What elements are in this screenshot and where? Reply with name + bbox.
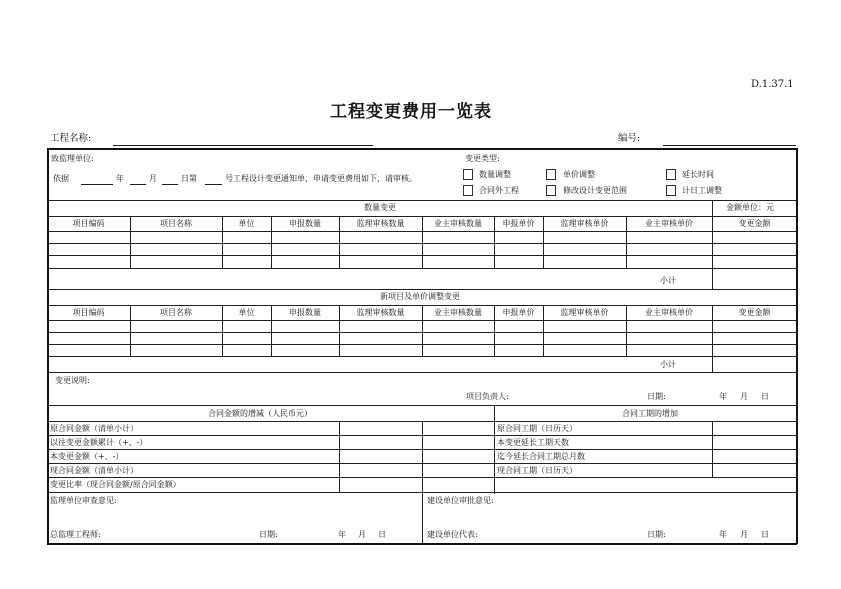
price-col-header-2: 单位 <box>238 308 255 317</box>
option-daywork-adjust: 计日工调整 <box>682 186 722 195</box>
checkbox-extend-time[interactable] <box>666 169 676 180</box>
amount-row-ratio: 变更比率（现合同金额/原合同金额） <box>50 480 181 489</box>
period-row-this-extension: 本变更延长工期天数 <box>497 438 569 447</box>
price-col-header-6: 申报单价 <box>502 308 535 317</box>
builder-date-label: 日期: <box>647 530 666 539</box>
quantity-col-header-0: 项目编码 <box>72 219 105 228</box>
project-name-label: 工程名称: <box>50 133 92 144</box>
project-name-field[interactable] <box>113 145 373 146</box>
basis-no-field[interactable] <box>205 184 222 185</box>
number-field[interactable] <box>663 145 796 146</box>
price-section-title: 新项目及单价调整变更 <box>380 292 460 301</box>
price-col-header-0: 项目编码 <box>72 308 105 317</box>
checkbox-extra-contract-work[interactable] <box>463 185 473 196</box>
number-label: 编号: <box>618 133 641 144</box>
amount-row-current: 现合同金额（清单小计） <box>50 466 138 475</box>
document-code: D.1.37.1 <box>751 79 794 90</box>
quantity-col-header-7: 监理审核单价 <box>560 219 609 228</box>
price-col-header-5: 业主审核数量 <box>434 308 482 317</box>
option-extend-time: 延长时间 <box>682 170 714 179</box>
amount-row-original: 原合同金额（清单小计） <box>50 424 138 433</box>
quantity-col-header-9: 变更金额 <box>738 219 771 228</box>
amount-row-prior-changes: 以往变更金额累计（+、-） <box>50 438 148 447</box>
change-type-label: 变更类型: <box>465 154 500 163</box>
basis-suffix: 号工程设计变更通知单，申请变更费用如下，请审核。 <box>225 174 417 183</box>
quantity-col-header-2: 单位 <box>238 219 255 228</box>
contract-amount-title: 合同金额的增减（人民币元） <box>208 409 312 418</box>
option-modify-scope: 修改设计变更范围 <box>563 186 627 195</box>
quantity-col-header-6: 申报单价 <box>502 219 535 228</box>
supervisor-unit-label: 致监理单位: <box>51 154 94 163</box>
quantity-col-header-3: 申报数量 <box>289 219 321 228</box>
builder-opinion-label: 建设单位审批意见: <box>427 496 494 505</box>
price-subtotal-label: 小计 <box>660 360 676 369</box>
chief-engineer-label: 总监理工程师: <box>50 530 101 539</box>
option-extra-contract-work: 合同外工程 <box>479 186 519 195</box>
basis-month-field[interactable] <box>130 184 146 185</box>
period-row-total-extension: 迄今延长合同工期总月数 <box>497 452 585 461</box>
note-date-month: 月 <box>740 392 748 401</box>
builder-date-year: 年 <box>719 530 727 539</box>
basis-day-field[interactable] <box>162 184 178 185</box>
supervisor-date-label: 日期: <box>259 530 278 539</box>
period-row-current: 现合同工期（日历天） <box>497 466 577 475</box>
currency-unit: 金额单位：元 <box>726 203 774 212</box>
builder-date-day: 日 <box>761 530 769 539</box>
checkbox-quantity-adjust[interactable] <box>463 169 473 180</box>
price-col-header-8: 业主审核单价 <box>645 308 693 317</box>
period-row-original: 原合同工期（日历天） <box>497 424 577 433</box>
quantity-col-header-4: 监理审核数量 <box>356 219 405 228</box>
basis-month: 月 <box>149 174 157 183</box>
project-lead-label: 项目负责人: <box>466 392 509 401</box>
change-note-label: 变更说明: <box>55 376 90 385</box>
option-quantity-adjust: 数量调整 <box>479 170 511 179</box>
page-title: 工程变更费用一览表 <box>330 102 492 122</box>
supervisor-date-day: 日 <box>378 530 386 539</box>
basis-lead: 依据 <box>53 174 69 183</box>
note-date-label: 日期: <box>647 392 666 401</box>
checkbox-modify-scope[interactable] <box>546 185 556 196</box>
basis-day-no: 日第 <box>181 174 197 183</box>
price-col-header-4: 监理审核数量 <box>356 308 405 317</box>
quantity-subtotal-label: 小计 <box>660 276 676 285</box>
note-date-year: 年 <box>719 392 727 401</box>
checkbox-daywork-adjust[interactable] <box>666 185 676 196</box>
supervisor-opinion-label: 监理单位审查意见: <box>50 496 117 505</box>
checkbox-price-adjust[interactable] <box>546 169 556 180</box>
price-col-header-3: 申报数量 <box>289 308 321 317</box>
builder-date-month: 月 <box>740 530 748 539</box>
basis-year: 年 <box>116 174 124 183</box>
option-price-adjust: 单价调整 <box>563 170 595 179</box>
note-date-day: 日 <box>761 392 769 401</box>
price-col-header-7: 监理审核单价 <box>560 308 609 317</box>
quantity-col-header-8: 业主审核单价 <box>645 219 693 228</box>
basis-code-field[interactable] <box>81 184 113 185</box>
amount-row-this-change: 本变更金额（+、-） <box>50 452 124 461</box>
supervisor-date-year: 年 <box>338 530 346 539</box>
builder-rep-label: 建设单位代表: <box>427 530 478 539</box>
supervisor-date-month: 月 <box>358 530 366 539</box>
contract-period-title: 合同工期的增加 <box>622 409 678 418</box>
quantity-section-title: 数量变更 <box>364 203 396 212</box>
price-col-header-9: 变更金额 <box>738 308 771 317</box>
price-col-header-1: 项目名称 <box>160 308 192 317</box>
quantity-col-header-1: 项目名称 <box>160 219 192 228</box>
quantity-col-header-5: 业主审核数量 <box>434 219 482 228</box>
